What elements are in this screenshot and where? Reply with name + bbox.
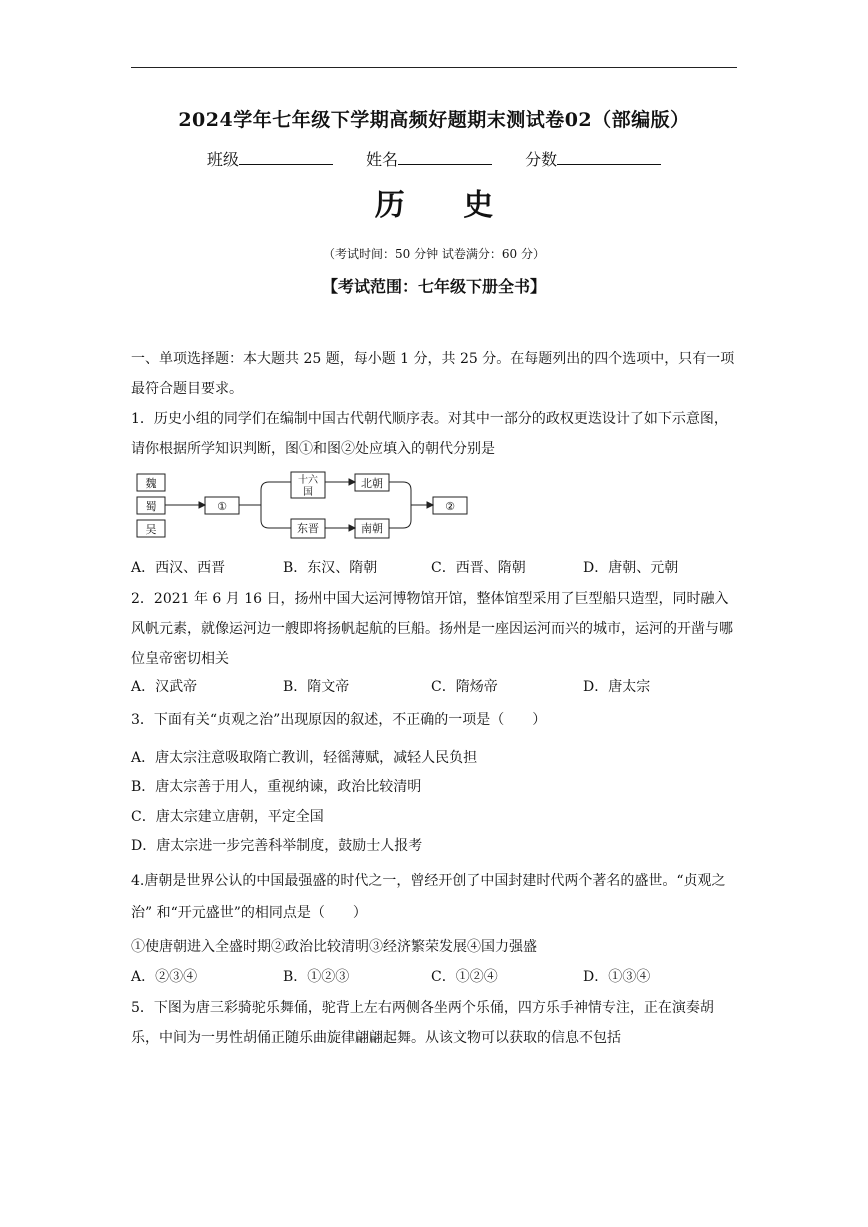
- name-blank[interactable]: [398, 150, 492, 165]
- exam-title: 2024学年七年级下学期高频好题期末测试卷02（部编版）: [178, 109, 690, 131]
- q1-option-b[interactable]: B．东汉、隋朝: [283, 560, 378, 576]
- diagram-nanchao: 南朝: [361, 522, 383, 535]
- question-4-options: [131, 965, 751, 989]
- question-3-stem: 3．下面有关“贞观之治”出现原因的叙述，不正确的一项是（ ）: [131, 712, 547, 728]
- question-1-options: [131, 556, 751, 580]
- q4-option-b[interactable]: B．①②③: [283, 969, 350, 985]
- svg-text:国: 国: [303, 487, 313, 498]
- q3-option-b[interactable]: B．唐太宗善于用人，重视纳谏，政治比较清明: [131, 779, 422, 795]
- question-2-options: [131, 675, 751, 699]
- diagram-wu: 吴: [145, 523, 157, 536]
- q4-option-a[interactable]: A．②③④: [131, 969, 198, 985]
- svg-text:十六: 十六: [298, 475, 318, 486]
- q3-option-d[interactable]: D．唐太宗进一步完善科举制度，鼓励士人报考: [131, 838, 423, 854]
- q1-option-d[interactable]: D．唐朝、元朝: [583, 560, 679, 576]
- diagram-dongjin: 东晋: [297, 522, 319, 535]
- score-field[interactable]: [525, 147, 661, 170]
- exam-scope: 【考试范围：七年级下册全书】: [321, 277, 546, 296]
- question-4-stem: 4.唐朝是世界公认的中国最强盛的时代之一，曾经开创了中国封建时代两个著名的盛世。“贞观之治” 和“开元盛世”的相同点是（ ）: [131, 873, 726, 921]
- q2-option-b[interactable]: B．隋文帝: [283, 679, 350, 695]
- question-4-items: ①使唐朝进入全盛时期②政治比较清明③经济繁荣发展④国力强盛: [131, 939, 537, 955]
- name-field[interactable]: [366, 147, 492, 170]
- q1-option-a[interactable]: A．西汉、西晋: [131, 560, 226, 576]
- q2-option-d[interactable]: D．唐太宗: [583, 679, 651, 695]
- diagram-circle-2: ②: [445, 500, 455, 513]
- question-2-stem: 2．2021 年 6 月 16 日，扬州中国大运河博物馆开馆，整体馆型采用了巨型船只造型，同时融入风帆元素，就像运河边一艘即将扬帆起航的巨船。扬州是一座因运河而兴的城市，运河的开凿与哪位皇帝密切相关: [131, 591, 733, 667]
- student-info-row: [131, 147, 737, 170]
- header-rule: [131, 67, 737, 68]
- q3-option-a[interactable]: A．唐太宗注意吸取隋亡教训，轻徭薄赋，减轻人民负担: [131, 750, 478, 766]
- q3-option-c[interactable]: C．唐太宗建立唐朝，平定全国: [131, 809, 324, 825]
- exam-time-info: （考试时间：50 分钟 试卷满分：60 分）: [323, 247, 545, 261]
- diagram-beichao: 北朝: [361, 477, 383, 490]
- diagram-wei: 魏: [145, 477, 157, 490]
- score-label: 分数: [525, 150, 558, 169]
- question-5-stem: 5．下图为唐三彩骑驼乐舞俑，驼背上左右两侧各坐两个乐俑，四方乐手神情专注，正在演奏胡乐，中间为一男性胡俑正随乐曲旋律翩翩起舞。从该文物可以获取的信息不包括: [131, 1000, 714, 1046]
- name-label: 姓名: [365, 150, 398, 169]
- q4-option-c[interactable]: C．①②④: [431, 969, 498, 985]
- section-intro: 一、单项选择题：本大题共 25 题，每小题 1 分，共 25 分。在每题列出的四个选项中，只有一项最符合题目要求。: [131, 351, 735, 397]
- subject-title: 历 史: [374, 188, 518, 223]
- q4-option-d[interactable]: D．①③④: [583, 969, 651, 985]
- diagram-circle-1: ①: [217, 500, 227, 513]
- class-label: 班级: [206, 150, 239, 169]
- class-field[interactable]: [207, 147, 333, 170]
- q2-option-c[interactable]: C．隋炀帝: [431, 679, 498, 695]
- diagram-shu: 蜀: [145, 500, 157, 513]
- question-1-stem: 1．历史小组的同学们在编制中国古代朝代顺序表。对其中一部分的政权更迭设计了如下示意图，请你根据所学知识判断，图①和图②处应填入的朝代分别是: [131, 411, 728, 457]
- score-blank[interactable]: [557, 150, 661, 165]
- dynasty-succession-diagram: [131, 470, 491, 542]
- class-blank[interactable]: [239, 150, 333, 165]
- q2-option-a[interactable]: A．汉武帝: [131, 679, 198, 695]
- q1-option-c[interactable]: C．西晋、隋朝: [431, 560, 526, 576]
